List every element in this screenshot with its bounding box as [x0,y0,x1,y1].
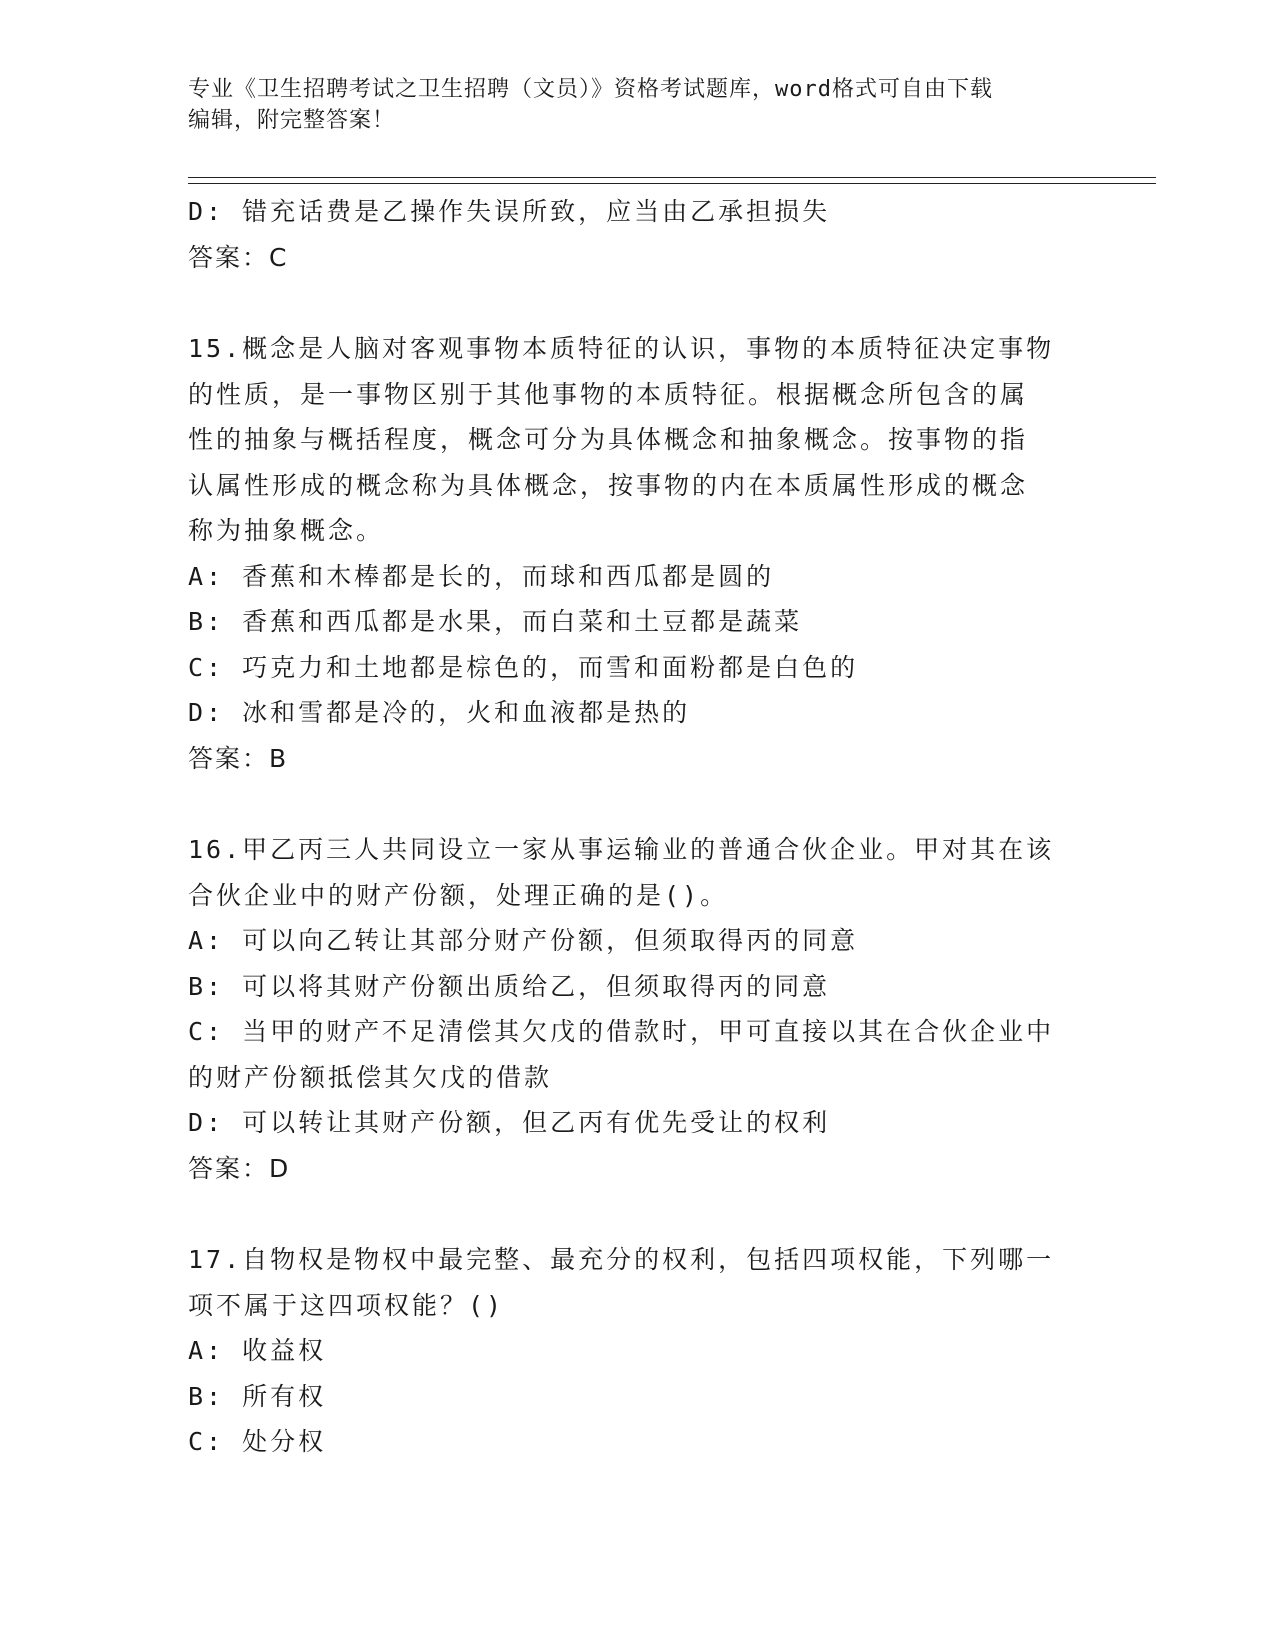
option-b: B: 可以将其财产份额出质给乙，但须取得丙的同意 [188,971,831,1001]
question-15 [188,326,1088,781]
header-line-1: 专业《卫生招聘考试之卫生招聘（文员）》资格考试题库，word格式可自由下载 [188,77,993,102]
option-a: A: 收益权 [188,1336,327,1365]
question-16 [188,827,1088,1191]
spacer [188,280,1088,326]
answer-line: 答案：B [188,743,289,773]
question-content [188,189,1088,1465]
question-stem-line: 称为抽象概念。 [188,516,385,545]
option-d: D: 可以转让其财产份额，但乙丙有优先受让的权利 [188,1108,831,1137]
header-line-2: 编辑，附完整答案！ [188,108,396,133]
header-divider-top [188,177,1156,178]
question-stem-line: 16.甲乙丙三人共同设立一家从事运输业的普通合伙企业。甲对其在该 [188,835,1055,864]
option-d: D: 冰和雪都是冷的，火和血液都是热的 [188,698,691,727]
question-17 [188,1237,1088,1465]
spacer [188,1191,1088,1237]
question-14-tail [188,189,1088,280]
option-c: C: 处分权 [188,1427,327,1456]
option-b: B: 所有权 [188,1381,327,1411]
question-stem-line: 合伙企业中的财产份额，处理正确的是()。 [188,880,729,910]
header-divider-bottom [188,183,1156,184]
question-stem-line: 性的抽象与概括程度，概念可分为具体概念和抽象概念。按事物的指 [188,425,1029,454]
option-c: C: 巧克力和土地都是棕色的，而雪和面粉都是白色的 [188,652,859,682]
spacer [188,781,1088,827]
answer-line: 答案：D [188,1153,291,1183]
option-c-continued: 的财产份额抵偿其欠戊的借款 [188,1062,553,1092]
question-stem-line: 的性质，是一事物区别于其他事物的本质特征。根据概念所包含的属 [188,379,1029,409]
document-header [188,74,1068,136]
question-stem-line: 项不属于这四项权能？() [188,1290,505,1320]
option-d: D: 错充话费是乙操作失误所致，应当由乙承担损失 [188,197,831,226]
option-a: A: 香蕉和木棒都是长的，而球和西瓜都是圆的 [188,561,775,591]
answer-line: 答案：C [188,242,289,272]
option-c: C: 当甲的财产不足清偿其欠戊的借款时，甲可直接以其在合伙企业中 [188,1017,1055,1046]
question-stem-line: 认属性形成的概念称为具体概念，按事物的内在本质属性形成的概念 [188,470,1029,500]
option-a: A: 可以向乙转让其部分财产份额，但须取得丙的同意 [188,926,859,955]
question-stem-line: 17.自物权是物权中最完整、最充分的权利，包括四项权能，下列哪一 [188,1245,1055,1274]
option-b: B: 香蕉和西瓜都是水果，而白菜和土豆都是蔬菜 [188,607,803,636]
question-stem-line: 15.概念是人脑对客观事物本质特征的认识，事物的本质特征决定事物 [188,334,1055,363]
